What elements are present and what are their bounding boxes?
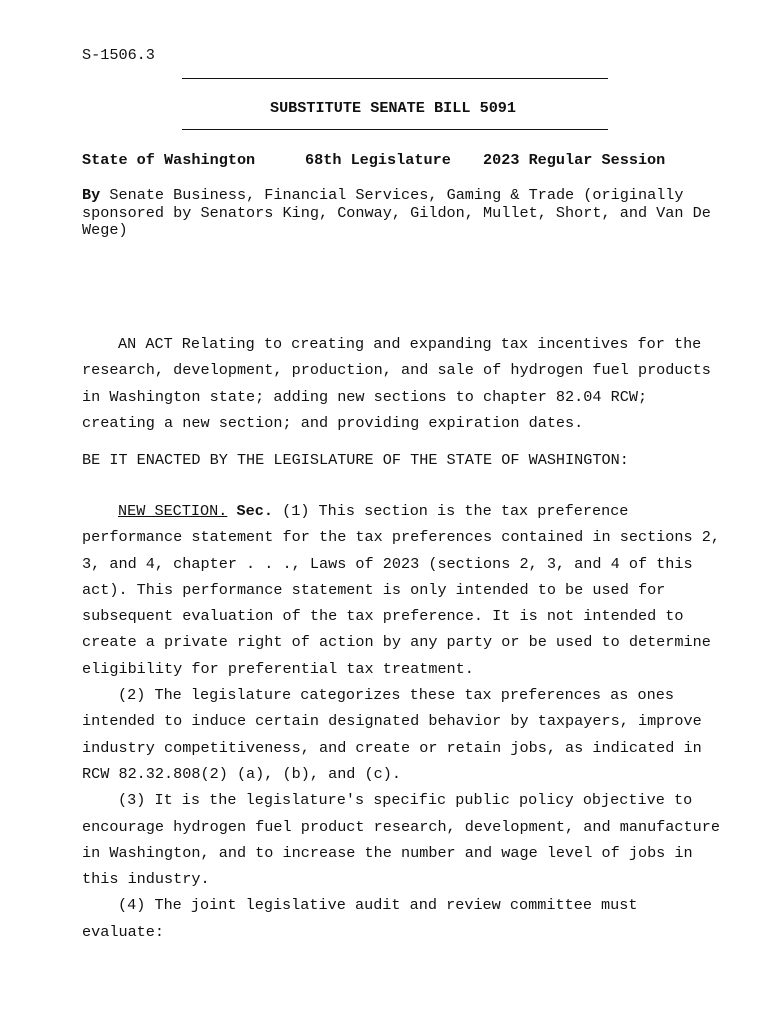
section-paragraph-2 bbox=[82, 682, 722, 787]
section-paragraph-3 bbox=[82, 787, 722, 892]
title-rule-top bbox=[182, 78, 608, 79]
title-rule-bottom bbox=[182, 129, 608, 130]
act-text: AN ACT Relating to creating and expanding tax incentives for the research, development, production, and sale of hydrogen fuel products in Washington state; adding new sections to chapter 82.04 RCW; creating a new section; and providing expiration dates. bbox=[82, 335, 711, 432]
paragraph-4-text: (4) The joint legislative audit and review committee must evaluate: bbox=[82, 896, 638, 941]
paragraph-3-text: (3) It is the legislature's specific public policy objective to encourage hydrogen fuel product research, development, and manufacture in Washington, and to increase the number and wage level of jobs in this industry. bbox=[82, 791, 720, 889]
session-name: 2023 Regular Session bbox=[483, 151, 666, 169]
document-id: S-1506.3 bbox=[82, 46, 155, 64]
paragraph-2-text: (2) The legislature categorizes these tax preferences as ones intended to induce certain designated behavior by taxpayers, improve industry competitiveness, and create or retain jobs, as indicated in RCW 82.32.808(2) (a), (b), and (c). bbox=[82, 686, 702, 783]
state-name: State of Washington bbox=[82, 151, 256, 169]
sponsor-by-label: By bbox=[82, 186, 101, 204]
new-section-label: NEW SECTION. bbox=[118, 502, 228, 520]
enacting-clause: BE IT ENACTED BY THE LEGISLATURE OF THE STATE OF WASHINGTON: bbox=[82, 451, 629, 469]
paragraph-1-text: (1) This section is the tax preference performance statement for the tax preferences contained in sections 2, 3, and 4, chapter . . ., Laws of 2023 (sections 2, 3, and 4 of this act). This performance statement is only intended to be used for subsequent evaluation of the tax preference. It is not intended to create a private right of action by any party or be used to determine eligibility for preferential tax treatment. bbox=[82, 502, 720, 678]
section-paragraph-1 bbox=[82, 498, 722, 682]
bill-title: SUBSTITUTE SENATE BILL 5091 bbox=[269, 99, 517, 117]
sponsor-line bbox=[82, 187, 722, 240]
act-title-paragraph bbox=[82, 331, 722, 436]
section-word: Sec. bbox=[236, 502, 273, 520]
section-paragraph-4 bbox=[82, 892, 722, 945]
legislature-name: 68th Legislature bbox=[305, 151, 451, 169]
section-body bbox=[82, 498, 722, 945]
sponsor-text: Senate Business, Financial Services, Gaming & Trade (originally sponsored by Senators King, Conway, Gildon, Mullet, Short, and Van De Wege) bbox=[82, 186, 711, 239]
